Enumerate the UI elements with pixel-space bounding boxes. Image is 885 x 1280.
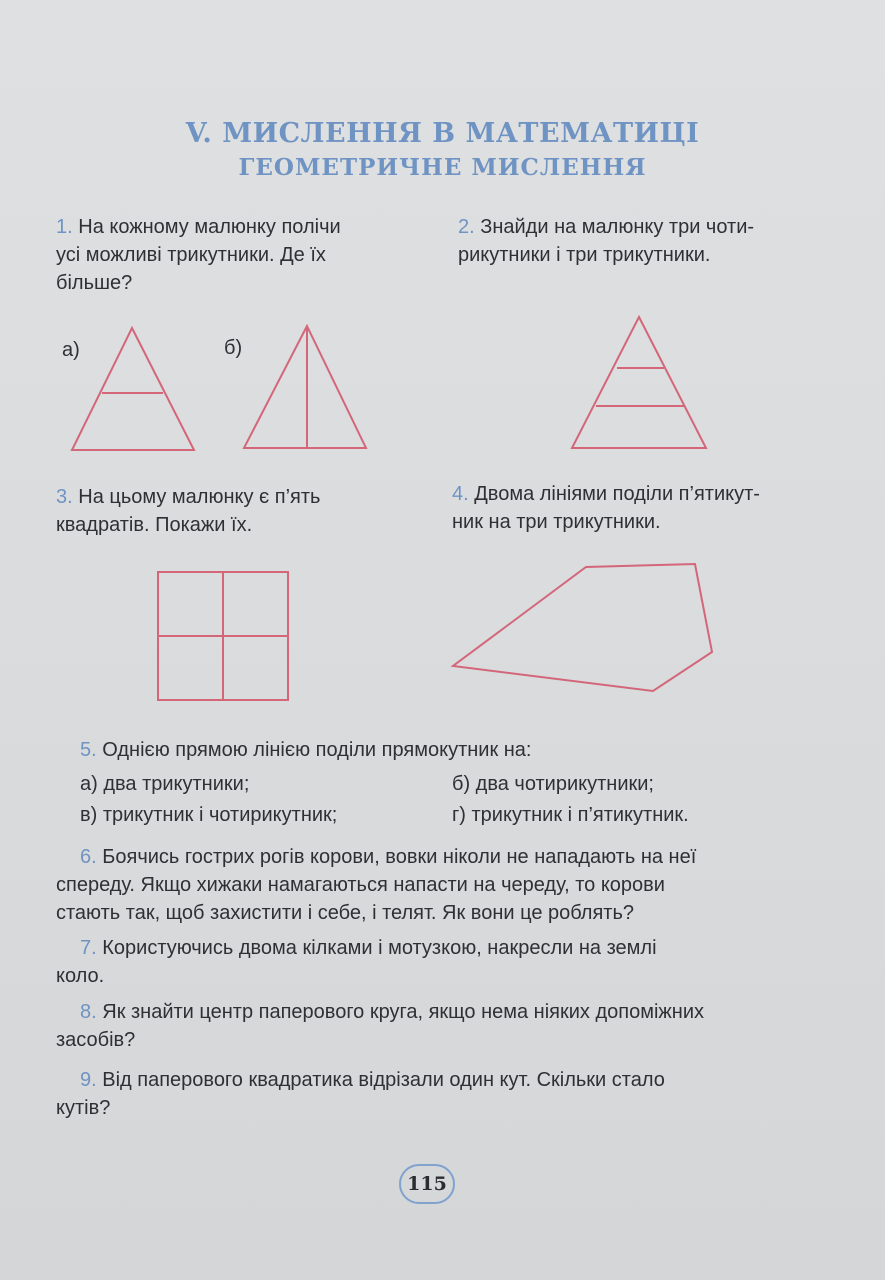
chapter-title: V. МИСЛЕННЯ В МАТЕМАТИЦІ (185, 118, 700, 149)
task-3-line-1: 3. На цьому малюнку є п’ять (56, 486, 321, 508)
task-8 (56, 998, 798, 1054)
task-1 (56, 213, 396, 297)
big-triangle-outline (572, 317, 706, 448)
task-6-number: 6. (80, 846, 97, 868)
triangle-b-outline (244, 326, 366, 448)
square-grid-figure (150, 564, 300, 714)
task-9 (56, 1066, 798, 1122)
task-7-number: 7. (80, 937, 97, 959)
task-5 (80, 736, 840, 764)
task-6 (56, 843, 798, 927)
task-1-line-2: усі можливі трикутники. Де їх (56, 244, 326, 266)
task-2-number: 2. (458, 216, 475, 238)
task-5-option-c: в) трикутник і чотирикутник; (80, 804, 338, 826)
task-4-line-1: 4. Двома лініями поділи п’ятикут- (452, 483, 760, 505)
figure-label-b: б) (224, 337, 243, 359)
task-1-number: 1. (56, 216, 73, 238)
task-8-line-2: засобів? (56, 1029, 136, 1051)
task-4-number: 4. (452, 483, 469, 505)
pentagon-figure (440, 555, 730, 705)
task-8-number: 8. (80, 1001, 97, 1023)
task-7-line-2: коло. (56, 965, 105, 987)
triangle-figure-a (60, 320, 210, 460)
pentagon-outline (453, 564, 712, 691)
stacked-triangle-figure (560, 305, 720, 455)
task-5-number: 5. (80, 739, 97, 761)
figure-label-a: а) (62, 339, 80, 361)
task-8-line-1: 8. Як знайти центр паперового круга, якщо нема ніяких допоміжних (80, 1001, 705, 1023)
triangle-figure-b (236, 318, 386, 458)
task-6-line-3: стають так, щоб захистити і себе, і телят. Як вони це роблять? (56, 902, 635, 924)
task-2-line-2: рикутники і три трикутники. (458, 244, 711, 266)
section-title: ГЕОМЕТРИЧНЕ МИСЛЕННЯ (238, 154, 647, 181)
task-5-line-1: 5. Однією прямою лінією поділи прямокутник на: (80, 739, 532, 761)
task-9-line-1: 9. Від паперового квадратика відрізали один кут. Скільки стало (80, 1069, 665, 1091)
task-1-line-1: 1. На кожному малюнку полічи (56, 216, 341, 238)
triangle-a-outline (72, 328, 194, 450)
task-3 (56, 483, 396, 539)
task-1-line-3: більше? (56, 272, 133, 294)
task-3-line-2: квадратів. Покажи їх. (56, 514, 253, 536)
task-7-line-1: 7. Користуючись двома кілками і мотузкою, накресли на землі (80, 937, 657, 959)
task-7 (56, 934, 798, 990)
task-3-number: 3. (56, 486, 73, 508)
task-2 (458, 213, 818, 269)
task-6-line-1: 6. Боячись гострих рогів корови, вовки ніколи не нападають на неї (80, 846, 697, 868)
task-4-line-2: ник на три трикутники. (452, 511, 661, 533)
task-5-option-d: г) трикутник і п’ятикутник. (452, 804, 689, 826)
page-number: 115 (399, 1164, 455, 1204)
task-5-option-b: б) два чотирикутники; (452, 773, 654, 795)
task-6-line-2: спереду. Якщо хижаки намагаються напасти на череду, то корови (56, 874, 665, 896)
task-4 (452, 480, 832, 536)
task-2-line-1: 2. Знайди на малюнку три чоти- (458, 216, 755, 238)
task-9-line-2: кутів? (56, 1097, 111, 1119)
task-9-number: 9. (80, 1069, 97, 1091)
task-5-option-a: а) два трикутники; (80, 773, 250, 795)
